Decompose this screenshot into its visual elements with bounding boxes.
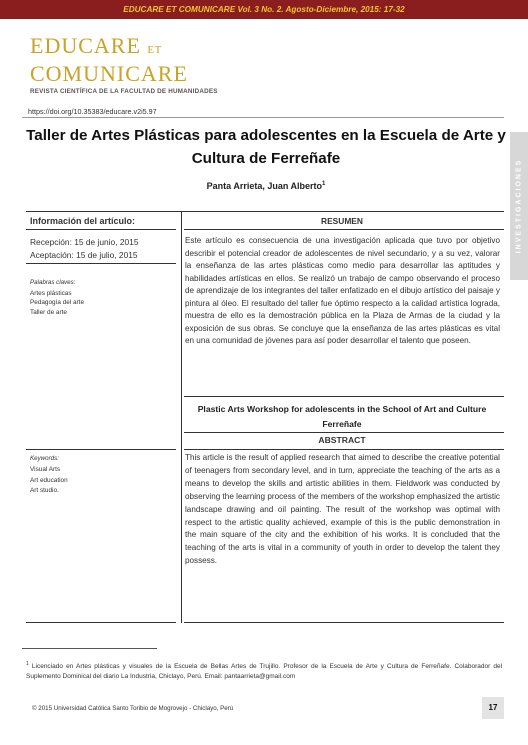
page-number: 17	[482, 697, 504, 719]
article-title: Taller de Artes Plásticas para adolescentes en la Escuela de Arte y Cultura de Ferreñafe	[26, 127, 506, 167]
english-title: Plastic Arts Workshop for adolescents in the School of Art and Culture Ferreñafe	[197, 404, 487, 429]
article-info-heading: Información del artículo:	[30, 216, 136, 226]
footnote-rule	[22, 648, 157, 649]
author-footnote-mark: 1	[322, 181, 326, 187]
keyword-item: Taller de arte	[30, 308, 67, 316]
abstract-heading-rule	[184, 449, 504, 450]
keyword-item: Art education	[30, 476, 68, 484]
journal-citation: EDUCARE ET COMUNICARE Vol. 3 No. 2. Agosto-Diciembre, 2015: 17-32	[123, 5, 405, 14]
abstract-text: This article is the result of applied research that aimed to describe the creative potential of teenagers from secondary level, and in turn, appreciate the teaching of the arts as a means to develop the skills and artistic abilities in them. Fieldwork was conducted by observing the learning process of the members of the workshop emphasized the artistic landscape drawing and oil painting. The result of the workshop was optimal with respect to the artistic quality achieved, example of this is the public demonstration in the main square of the city and the exhibition of his works. It is concluded that the teaching of the arts is vital in a community of youth in order to develop the talent they possess.	[185, 453, 500, 566]
logo-word-comunicare: COMUNICARE	[30, 61, 188, 86]
footnote-text: Licenciado en Artes plásticas y visuales de la Escuela de Bellas Artes de Trujillo. Profesor de la Escuela de Arte y Cultura de Ferreñafe. Colaborador del Suplemento Dominical del diario La Industria, Chiclayo, Perú. Email: pantaarrieta@gmail.com	[26, 663, 503, 681]
logo-line-1	[30, 34, 330, 62]
resumen-bottom-rule	[184, 396, 504, 397]
keywords-es-heading: Palabras claves:	[30, 279, 76, 286]
table-bottom-right-rule	[184, 622, 504, 623]
logo-word-et: ET	[147, 44, 162, 56]
article-authors	[26, 181, 506, 191]
logo-subtitle: REVISTA CIENTÍFICA DE LA FACULTAD DE HUMANIDADES	[30, 88, 218, 95]
author-footnote	[26, 659, 502, 682]
accepted-date: Aceptación: 15 de julio, 2015	[30, 249, 138, 260]
info-heading-rule	[26, 229, 176, 230]
doi-link[interactable]: https://doi.org/10.35383/educare.v2i5.97	[28, 107, 157, 116]
keywords-en-list	[30, 465, 68, 497]
section-side-tab	[510, 132, 528, 280]
journal-logo	[30, 34, 330, 95]
header-divider	[22, 117, 504, 118]
section-label: INVESTIGACIONES	[515, 158, 523, 254]
keywords-en-heading: Keywords:	[30, 455, 59, 462]
english-title-rule	[184, 432, 504, 433]
abstract-heading: ABSTRACT	[318, 435, 366, 445]
resumen-heading-rule	[184, 229, 504, 230]
keywords-es-list	[30, 289, 84, 317]
author-names: Panta Arrieta, Juan Alberto	[206, 181, 323, 191]
copyright-line: © 2015 Universidad Católica Santo Toribio de Mogrovejo - Chiclayo, Perú	[32, 705, 234, 712]
table-bottom-left-rule	[26, 622, 176, 623]
column-divider	[181, 211, 182, 623]
keywords-en-rule	[26, 449, 176, 450]
keyword-item: Visual Arts	[30, 466, 61, 473]
dates-divider	[26, 263, 176, 264]
keyword-item: Art studio.	[30, 487, 59, 494]
resumen-text: Este artículo es consecuencia de una investigación aplicada que tuvo por objetivo describir el potencial creador de adolescentes de nivel secundario, y a su vez, valorar la enseñanza de las artes plásticas como medio para desarrollar las aptitudes y habilidades artísticas en ellos. Se realizó un trabajo de campo observando el proceso de aprendizaje de los integrantes del taller enfatizado en el dibujo artístico del paisaje y pintura al óleo. El resultado del taller fue óptimo respecto a la calidad artística lograda, muestra de ello es la demostración pública en la Plaza de Armas de la ciudad y la exposición de sus obras. Se concluye que la enseñanza de las artes plásticas es vital en una comunidad de jóvenes para así poder desarrollar el talento que poseen.	[185, 236, 500, 345]
article-dates	[30, 236, 139, 261]
journal-header-bar	[0, 0, 528, 19]
table-top-rule	[26, 211, 504, 212]
logo-word-educare: EDUCARE	[30, 33, 141, 58]
resumen-heading: RESUMEN	[321, 216, 363, 226]
keyword-item: Artes plásticas	[30, 290, 72, 297]
keyword-item: Pedagogía del arte	[30, 299, 85, 307]
received-date: Recepción: 15 de junio, 2015	[30, 237, 139, 247]
footnote-mark: 1	[26, 661, 29, 667]
